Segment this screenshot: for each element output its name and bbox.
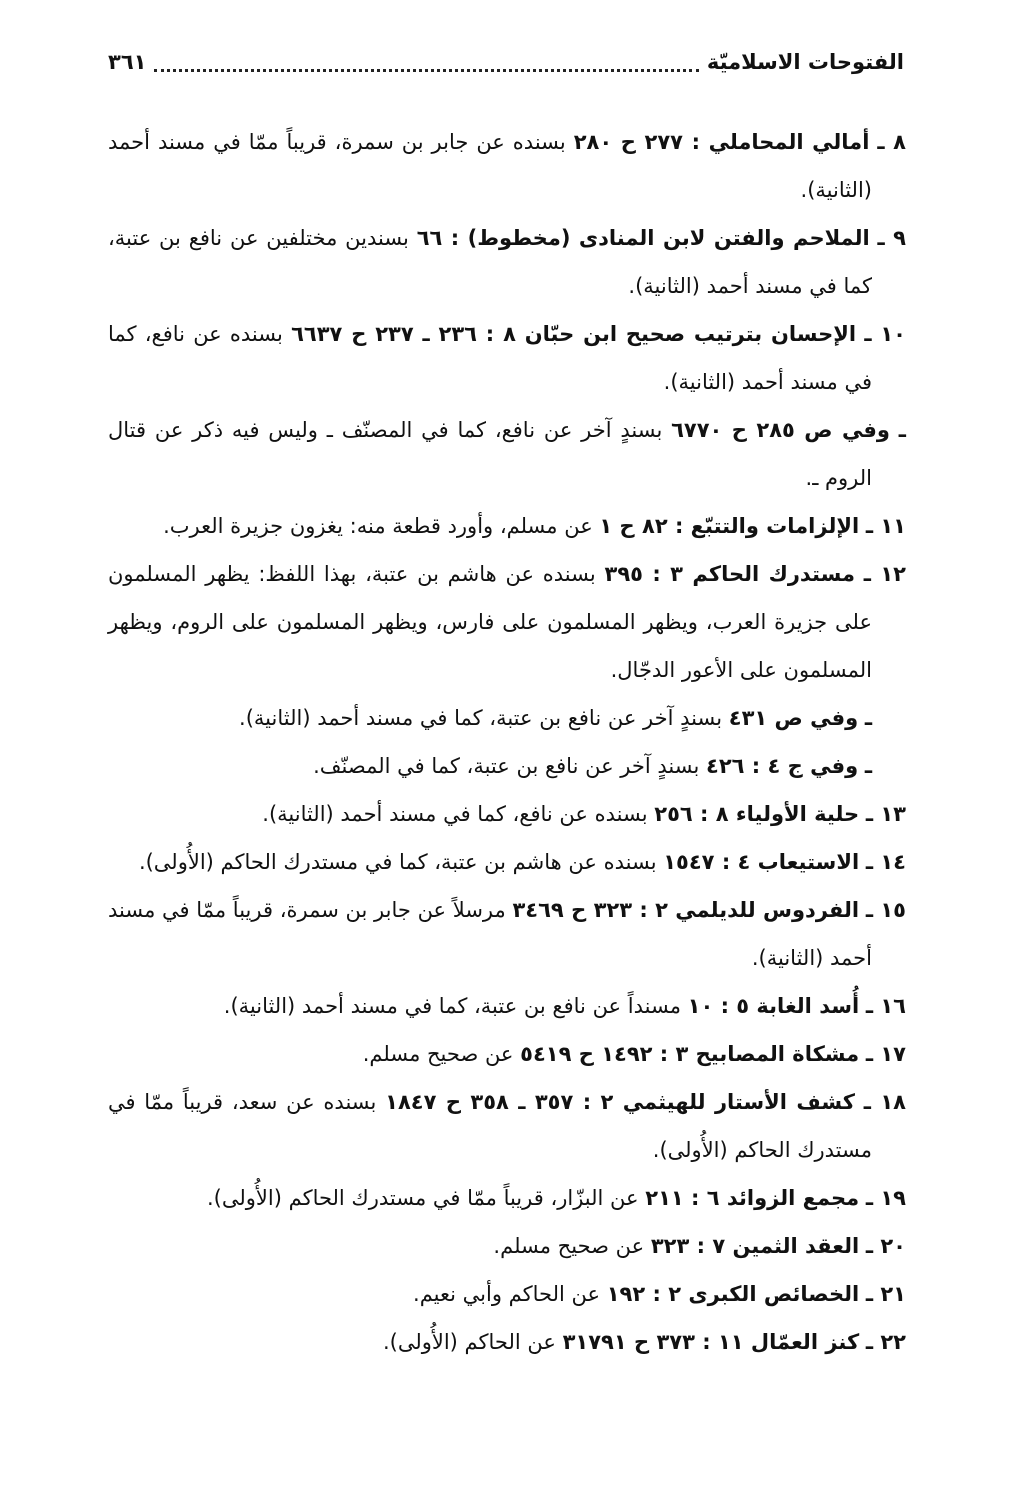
entry-source: مستدرك الحاكم ٣ : ٣٩٥ — [604, 562, 855, 586]
reference-entry — [108, 1030, 906, 1078]
entry-number: ٨ ـ — [877, 130, 906, 154]
reference-subentry — [108, 406, 906, 502]
entry-source: كنز العمّال ١١ : ٣٧٣ ح ٣١٧٩١ — [562, 1330, 860, 1354]
entry-text: عن الحاكم وأبي نعيم. — [413, 1282, 601, 1306]
entry-text: عن صحيح مسلم. — [493, 1234, 645, 1258]
entry-number: ١٢ ـ — [863, 562, 906, 586]
entry-text: عن مسلم، وأورد قطعة منه: يغزون جزيرة العرب. — [163, 514, 593, 538]
entry-text: مسنداً عن نافع بن عتبة، كما في مسند أحمد (الثانية). — [223, 994, 681, 1018]
running-header — [108, 44, 904, 80]
entry-text: بسندٍ آخر عن نافع، كما في المصنّف ـ وليس فيه ذكر عن قتال الروم ـ. — [108, 418, 872, 490]
entry-source: الفردوس للديلمي ٢ : ٣٢٣ ح ٣٤٦٩ — [512, 898, 860, 922]
entry-number: ٢٢ ـ — [865, 1330, 906, 1354]
entry-text: بسنده عن نافع، كما في مسند أحمد (الثانية). — [262, 802, 648, 826]
reference-subentry — [108, 694, 906, 742]
entry-source: الإحسان بترتيب صحيح ابن حبّان ٨ : ٢٣٦ ـ ٢٣٧ ح ٦٦٣٧ — [291, 322, 857, 346]
entry-number: ـ — [898, 418, 906, 442]
entry-text: بسنده عن هاشم بن عتبة، بهذا اللفظ: يظهر المسلمون على جزيرة العرب، ويظهر المسلمون على فارس، ويظهر المسلمون على الروم، ويظهر المسلمون على الأعور الدجّال. — [108, 562, 872, 682]
entry-text: بسندين مختلفين عن نافع بن عتبة، كما في مسند أحمد (الثانية). — [108, 226, 872, 298]
reference-entry — [108, 550, 906, 694]
entry-number: ١٠ ـ — [864, 322, 906, 346]
reference-entry — [108, 1270, 906, 1318]
entry-text: عن البزّار، قريباً ممّا في مستدرك الحاكم (الأُولى). — [207, 1186, 639, 1210]
reference-entry — [108, 1222, 906, 1270]
entry-source: أُسد الغابة ٥ : ١٠ — [687, 994, 860, 1018]
entry-text: بسنده عن سعد، قريباً ممّا في مستدرك الحاكم (الأُولى). — [108, 1090, 872, 1162]
entry-number: ٢١ ـ — [865, 1282, 906, 1306]
entry-number: ١٣ ـ — [865, 802, 906, 826]
reference-entry — [108, 1078, 906, 1174]
entry-number: ١١ ـ — [865, 514, 906, 538]
entry-source: مشكاة المصابيح ٣ : ١٤٩٢ ح ٥٤١٩ — [520, 1042, 860, 1066]
entry-number: ٢٠ ـ — [865, 1234, 906, 1258]
header-title: الفتوحات الاسلاميّة — [706, 50, 904, 74]
entry-source: أمالي المحاملي : ٢٧٧ ح ٢٨٠ — [573, 130, 870, 154]
reference-entry — [108, 790, 906, 838]
reference-entry — [108, 838, 906, 886]
reference-entry — [108, 502, 906, 550]
entry-source: الإلزامات والتتبّع : ٨٢ ح ١ — [599, 514, 860, 538]
reference-entry — [108, 214, 906, 310]
reference-entry — [108, 886, 906, 982]
entry-source: الاستيعاب ٤ : ١٥٤٧ — [663, 850, 860, 874]
entry-source: وفي ج ٤ : ٤٢٦ — [706, 754, 859, 778]
page-number: ٣٦١ — [108, 50, 147, 74]
entry-number: ١٥ ـ — [865, 898, 906, 922]
entry-text: بسندٍ آخر عن نافع بن عتبة، كما في المصنّف. — [313, 754, 700, 778]
entry-source: وفي ص ٢٨٥ ح ٦٧٧٠ — [671, 418, 890, 442]
entry-text: عن الحاكم (الأُولى). — [382, 1330, 556, 1354]
reference-entry — [108, 118, 906, 214]
reference-entry — [108, 982, 906, 1030]
entry-source: حلية الأولياء ٨ : ٢٥٦ — [654, 802, 860, 826]
entry-number: ٩ ـ — [877, 226, 906, 250]
entry-text: عن صحيح مسلم. — [362, 1042, 514, 1066]
entry-number: ١٦ ـ — [865, 994, 906, 1018]
entry-text: بسندٍ آخر عن نافع بن عتبة، كما في مسند أحمد (الثانية). — [239, 706, 723, 730]
reference-entry — [108, 1318, 906, 1366]
entry-number: ١٨ ـ — [863, 1090, 906, 1114]
entry-text: مرسلاً عن جابر بن سمرة، قريباً ممّا في مسند أحمد (الثانية). — [108, 898, 872, 970]
entry-source: كشف الأستار للهيثمي ٢ : ٣٥٧ ـ ٣٥٨ ح ١٨٤٧ — [385, 1090, 855, 1114]
entry-source: وفي ص ٤٣١ — [728, 706, 859, 730]
entry-number: ـ — [864, 754, 872, 778]
reference-list — [108, 118, 906, 1366]
entry-source: الملاحم والفتن لابن المنادى (مخطوط) : ٦٦ — [416, 226, 870, 250]
entry-source: الخصائص الكبرى ٢ : ١٩٢ — [606, 1282, 860, 1306]
reference-subentry — [108, 742, 906, 790]
entry-number: ١٤ ـ — [865, 850, 906, 874]
header-leader-dots — [154, 69, 698, 72]
entry-source: العقد الثمين ٧ : ٣٢٣ — [650, 1234, 860, 1258]
entry-text: بسنده عن هاشم بن عتبة، كما في مستدرك الحاكم (الأُولى). — [138, 850, 657, 874]
entry-number: ـ — [864, 706, 872, 730]
reference-entry — [108, 310, 906, 406]
reference-entry — [108, 1174, 906, 1222]
entry-number: ١٧ ـ — [865, 1042, 906, 1066]
entry-text: بسنده عن نافع، كما في مسند أحمد (الثانية). — [108, 322, 872, 394]
entry-number: ١٩ ـ — [865, 1186, 906, 1210]
entry-text: بسنده عن جابر بن سمرة، قريباً ممّا في مسند أحمد (الثانية). — [108, 130, 872, 202]
entry-source: مجمع الزوائد ٦ : ٢١١ — [645, 1186, 860, 1210]
